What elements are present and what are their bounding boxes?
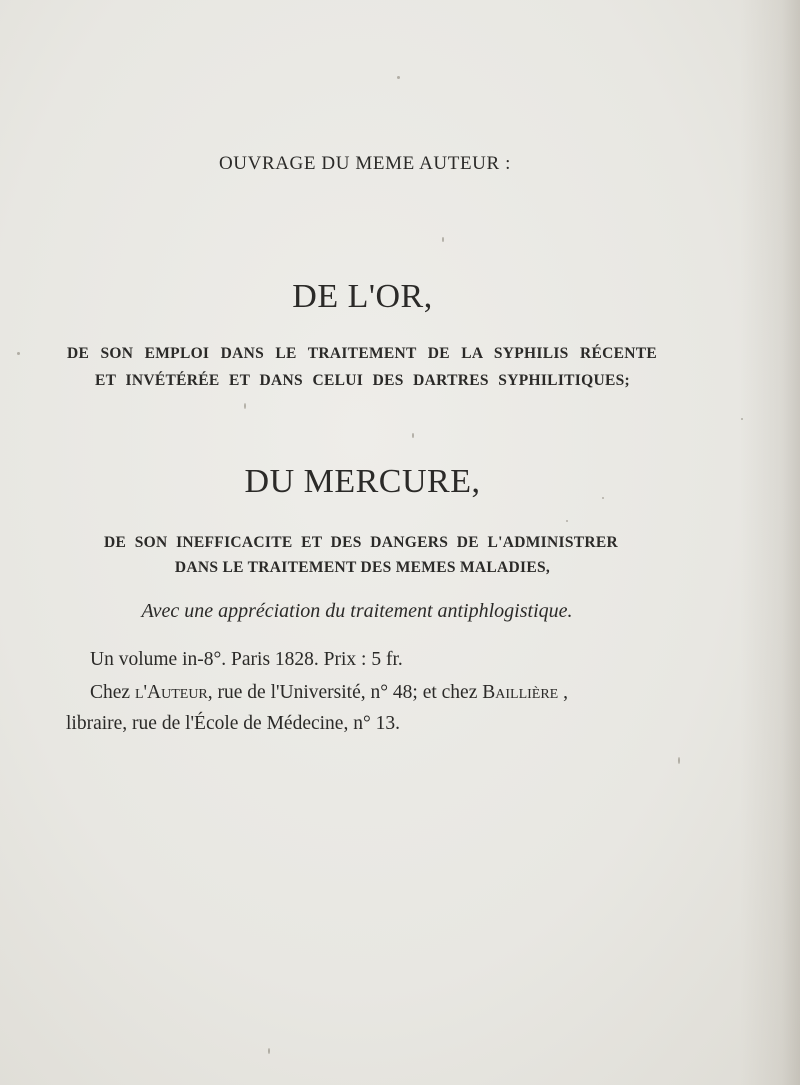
paper-fleck bbox=[741, 418, 743, 420]
title-gold: DE L'OR, bbox=[292, 278, 433, 315]
paper-fleck bbox=[602, 497, 604, 499]
author-name: l'Auteur bbox=[134, 682, 208, 703]
paper-fleck bbox=[268, 1048, 270, 1054]
chez-prefix: Chez bbox=[90, 682, 135, 703]
paper-fleck bbox=[244, 403, 246, 409]
address-end: , bbox=[558, 682, 568, 703]
publisher-line-1 bbox=[90, 682, 640, 704]
paper-fleck bbox=[412, 433, 414, 438]
page-edge-shadow bbox=[740, 0, 800, 1085]
author-line: OUVRAGE DU MEME AUTEUR : bbox=[218, 153, 511, 174]
bookseller-name: Baillière bbox=[482, 682, 559, 703]
subtitle-mercury-line-2: DANS LE TRAITEMENT DES MEMES MALADIES, bbox=[174, 559, 551, 576]
paper-fleck bbox=[17, 352, 20, 355]
subtitle-mercury-line-1: DE SON INEFFICACITE ET DES DANGERS DE L'ADMINISTRER bbox=[104, 534, 618, 551]
paper-fleck bbox=[442, 237, 444, 242]
appreciation-line: Avec une appréciation du traitement antiphlogistique. bbox=[141, 600, 573, 622]
subtitle-gold-line-2: ET INVÉTÉRÉE ET DANS CELUI DES DARTRES SYPHILITIQUES; bbox=[95, 372, 630, 389]
title-mercury: DU MERCURE, bbox=[244, 463, 481, 500]
address-text: , rue de l'Université, n° 48; et chez bbox=[207, 682, 483, 703]
volume-info-line: Un volume in-8°. Paris 1828. Prix : 5 fr. bbox=[90, 649, 403, 670]
publisher-line-2: libraire, rue de l'École de Médecine, n° 13. bbox=[66, 713, 401, 734]
paper-fleck bbox=[678, 757, 680, 764]
paper-fleck bbox=[566, 520, 568, 522]
paper-fleck bbox=[397, 76, 400, 79]
subtitle-gold-line-1: DE SON EMPLOI DANS LE TRAITEMENT DE LA SYPHILIS RÉCENTE bbox=[67, 345, 657, 362]
